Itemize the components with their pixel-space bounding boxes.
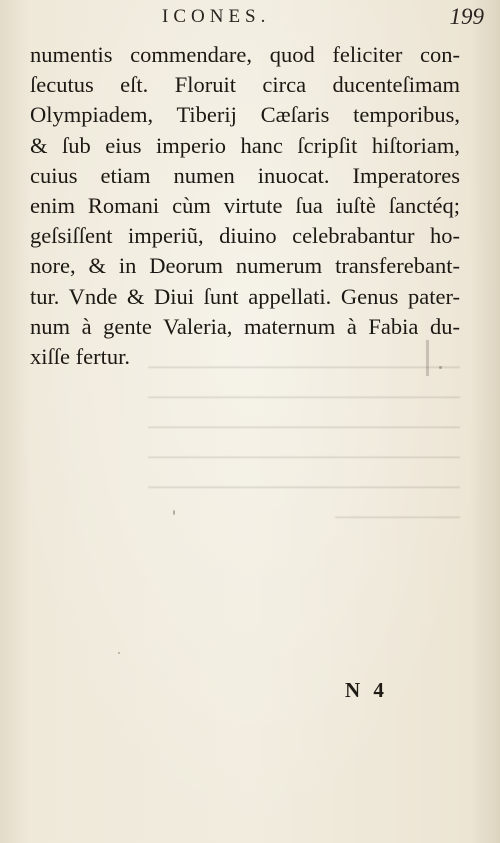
paper-speck [439, 366, 442, 369]
page-number: 199 [449, 4, 484, 29]
text-line: Olympiadem, Tiberij Cæſaris temporibus, [30, 102, 460, 128]
text-line: geſsiſſent imperiũ, diuino celebrabantur ho- [30, 223, 460, 249]
text-line: tur. Vnde & Diui ſunt appellati. Genus pater- [30, 283, 460, 309]
text-line: numentis commendare, quod feliciter con- [30, 42, 460, 67]
running-head [0, 4, 500, 34]
text-line: xiſſe fertur. [30, 343, 130, 369]
text-line: & ſub eius imperio hanc ſcripſit hiſtoriam, [30, 132, 460, 158]
text-line: enim Romani cùm virtute ſua iuſtè ſanctéq; [30, 192, 460, 218]
text-line: num à gente Valeria, maternum à Fabia du- [30, 313, 460, 339]
show-through-bleed: ──────────────────── ──────────────────── ──────────────────── ──────────────────── ──────────────────── ──────── [148, 354, 460, 529]
text-line: nore, & in Deorum numerum transferebant- [30, 253, 460, 279]
text-line: ſecutus eſt. Floruit circa ducenteſimam [30, 72, 460, 98]
text-line: cuius etiam numen inuocat. Imperatores [30, 162, 460, 188]
body-text [30, 40, 460, 372]
running-title: ICONES. [162, 6, 271, 27]
paper-speck [118, 652, 120, 654]
paper-speck [173, 510, 175, 515]
signature-mark: N 4 [345, 678, 388, 702]
